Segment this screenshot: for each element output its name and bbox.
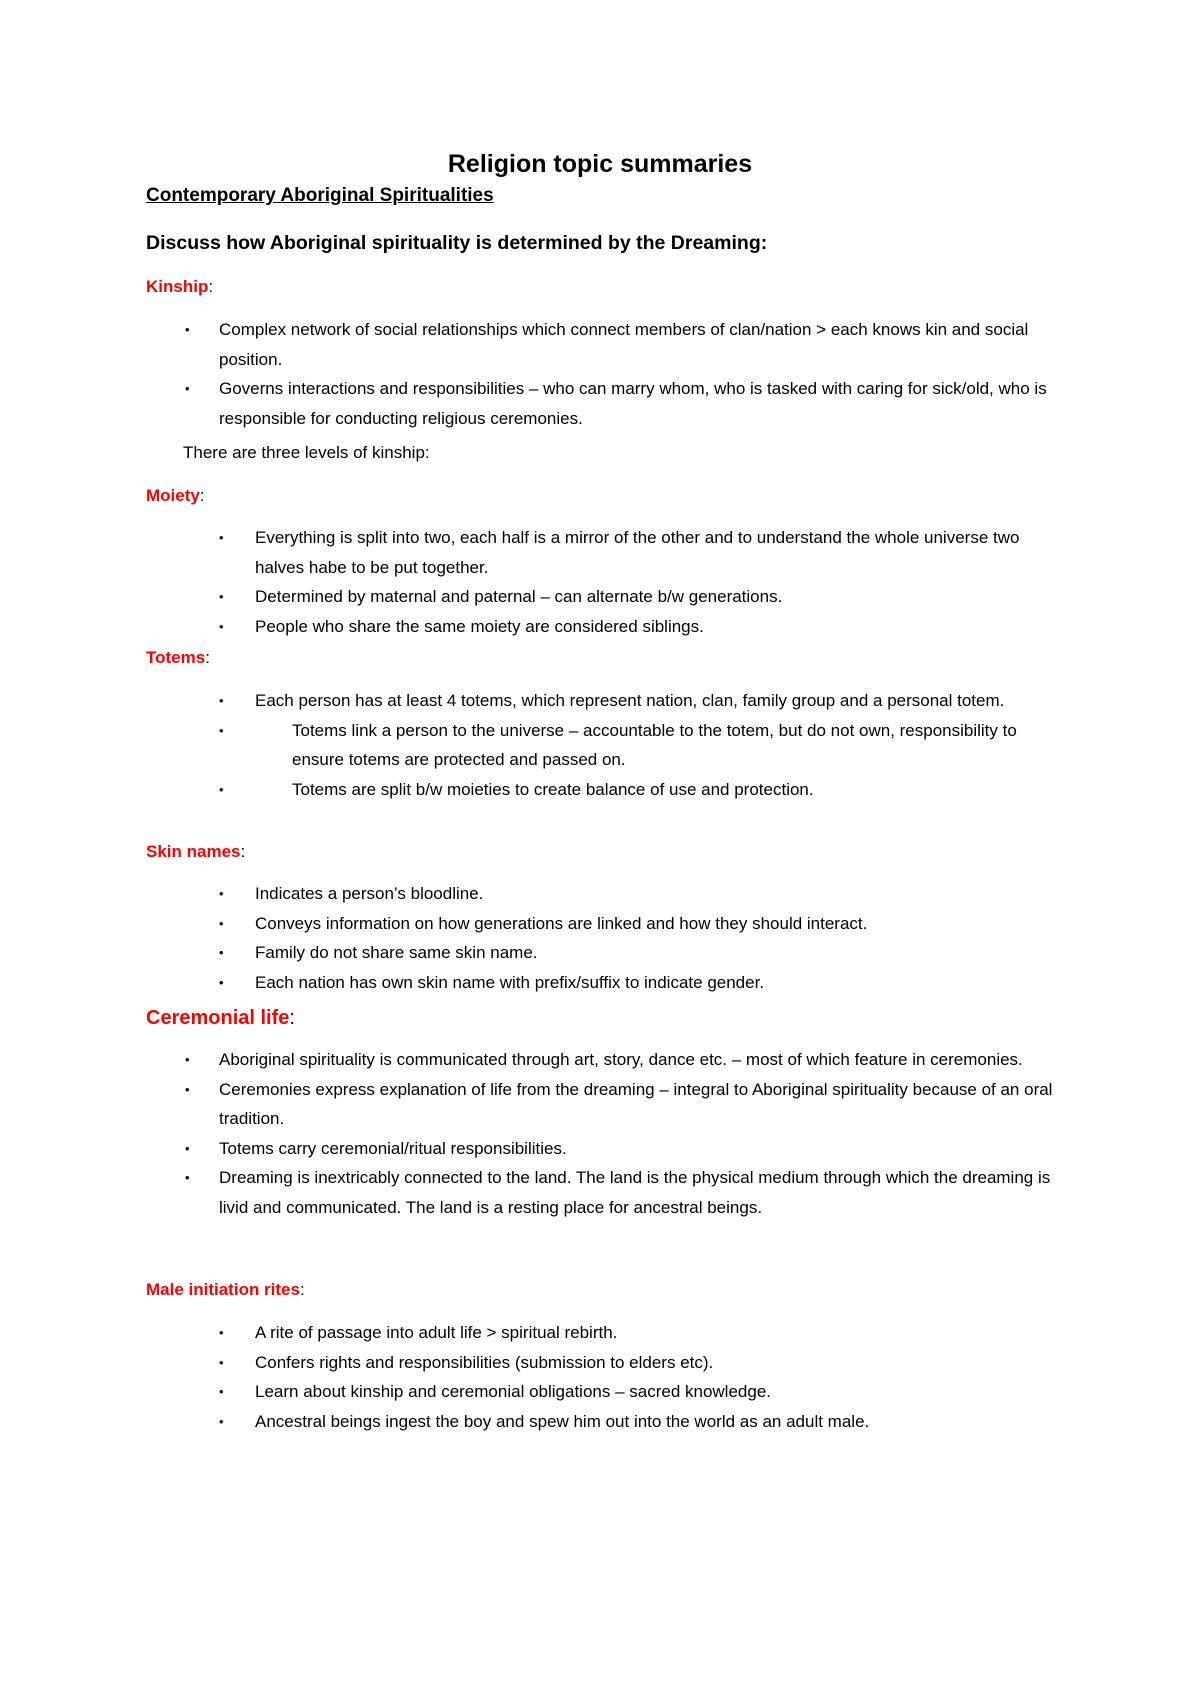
totems-heading [146,646,210,670]
male-initiation-heading-colon: : [299,1280,305,1299]
bullet-icon: • [219,530,224,545]
list-item [219,612,1065,642]
list-item [219,716,1065,775]
list-item-text: Ceremonies express explanation of life from the dreaming – integral to Aboriginal spirituality because of an oral tradition. [219,1079,1053,1128]
list-item [219,879,1065,909]
list-item [185,1134,1065,1164]
skin-names-heading-label: Skin names [146,842,241,861]
moiety-heading-colon: : [199,486,205,505]
list-item [219,582,1065,612]
bullet-icon: • [185,1052,190,1067]
list-item [219,938,1065,968]
list-item-text: Determined by maternal and paternal – can alternate b/w generations. [255,587,783,606]
list-item-text: People who share the same moiety are considered siblings. [255,616,704,636]
ceremonial-life-heading-label: Ceremonial life [146,1007,290,1029]
bullet-icon: • [185,322,190,337]
list-item [219,1407,1065,1437]
bullet-icon: • [219,618,224,634]
bullet-icon: • [219,781,224,797]
kinship-levels-text: There are three levels of kinship: [183,443,430,462]
bullet-icon: • [219,589,224,604]
list-item [219,1318,1065,1348]
list-item-text: Totems link a person to the universe – accountable to the totem, but do not own, responsibility to ensure totems are protected and passed on. [292,720,1017,769]
bullet-icon: • [185,1081,190,1097]
bullet-icon: • [219,915,224,931]
list-item-text: Each nation has own skin name with prefix/suffix to indicate gender. [255,972,765,992]
list-item-text: Each person has at least 4 totems, which represent nation, clan, family group and a personal totem. [255,691,1005,710]
bullet-icon: • [219,974,224,990]
ceremonial-life-heading-colon: : [289,1007,295,1029]
skin-names-list [219,879,1065,997]
list-item [185,1163,1065,1222]
moiety-heading [146,484,205,508]
kinship-list [185,315,1065,433]
list-item [219,1348,1065,1378]
kinship-heading [146,275,213,299]
list-item [219,909,1065,939]
list-item-text: Conveys information on how generations are linked and how they should interact. [255,913,868,933]
list-item-text: Governs interactions and responsibilities – who can marry whom, who is tasked with caring for sick/old, who is responsible for conducting religious ceremonies. [219,379,1047,428]
kinship-heading-label: Kinship [146,277,209,296]
bullet-icon: • [219,886,224,901]
bullet-icon: • [219,693,224,708]
list-item [219,775,1065,805]
list-item [185,374,1065,433]
list-item-text: Family do not share same skin name. [255,943,538,962]
list-item-text: Learn about kinship and ceremonial obligations – sacred knowledge. [255,1382,772,1401]
section-heading: Contemporary Aboriginal Spiritualities [146,185,494,206]
bullet-icon: • [219,1325,224,1340]
list-item-text: Dreaming is inextricably connected to the land. The land is the physical medium through which the dreaming is livid and communicated. The land is a resting place for ancestral beings. [219,1168,1051,1217]
bullet-icon: • [219,945,224,960]
moiety-list [219,523,1065,641]
bullet-icon: • [219,1354,224,1370]
list-item [219,686,1065,716]
list-item-text: Totems are split b/w moieties to create balance of use and protection. [292,779,814,799]
bullet-icon: • [219,722,224,738]
bullet-icon: • [185,381,190,396]
list-item [185,1075,1065,1134]
male-initiation-heading [146,1278,305,1302]
totems-heading-label: Totems [146,648,206,667]
list-item [219,968,1065,998]
page-title: Religion topic summaries [447,150,753,178]
list-item-text: Totems carry ceremonial/ritual responsibilities. [219,1138,567,1158]
list-item-text: Aboriginal spirituality is communicated through art, story, dance etc. – most of which feature in ceremonies. [219,1050,1023,1069]
ceremonial-life-list [185,1045,1065,1222]
totems-list [219,686,1065,804]
list-item-text: Indicates a person’s bloodline. [255,884,484,903]
kinship-heading-colon: : [208,277,214,296]
bullet-icon: • [185,1140,190,1156]
list-item-text: Everything is split into two, each half is a mirror of the other and to understand the whole universe two halves habe to be put together. [255,528,1020,577]
list-item [219,523,1065,582]
bullet-icon: • [185,1170,190,1185]
male-initiation-list [219,1318,1065,1436]
moiety-heading-label: Moiety [146,486,200,505]
totems-heading-colon: : [205,648,210,667]
skin-names-heading-colon: : [240,842,246,861]
skin-names-heading [146,840,245,864]
ceremonial-life-heading [146,1005,295,1031]
question-heading: Discuss how Aboriginal spirituality is determined by the Dreaming: [146,232,768,254]
bullet-icon: • [219,1413,224,1429]
male-initiation-heading-label: Male initiation rites [146,1280,300,1299]
list-item-text: Complex network of social relationships which connect members of clan/nation > each knows kin and social position. [219,320,1029,369]
list-item [219,1377,1065,1407]
list-item [185,1045,1065,1075]
bullet-icon: • [219,1384,224,1399]
list-item-text: Ancestral beings ingest the boy and spew him out into the world as an adult male. [255,1411,870,1431]
list-item-text: A rite of passage into adult life > spiritual rebirth. [255,1323,618,1342]
list-item-text: Confers rights and responsibilities (submission to elders etc). [255,1352,714,1372]
list-item [185,315,1065,374]
